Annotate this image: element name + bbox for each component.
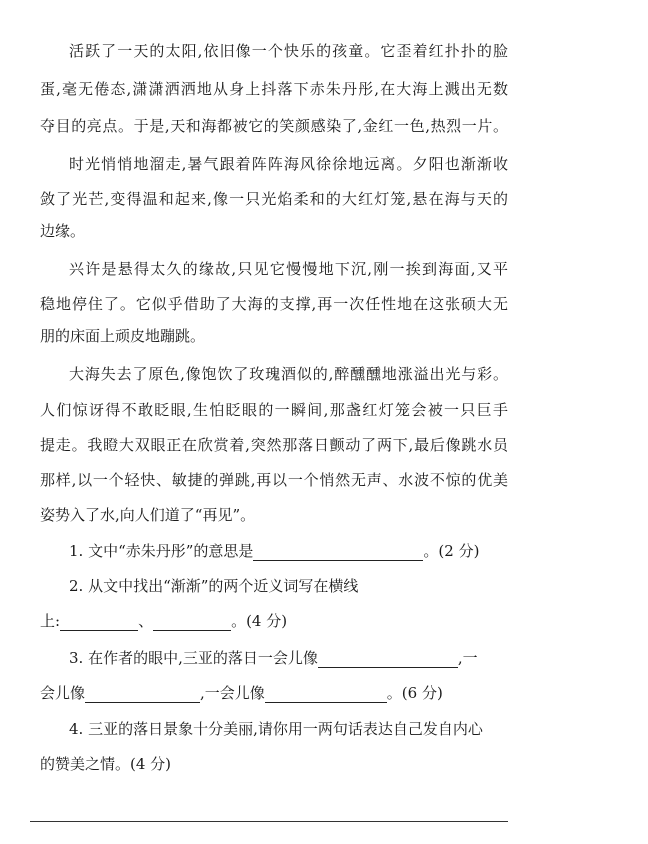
paragraph-1-line-2: 蛋,毫无倦态,潇潇洒洒地从身上抖落下赤朱丹彤,在大海上溅出无数 (40, 80, 508, 98)
paragraph-2-line-1: 时光悄悄地溜走,暑气跟着阵阵海风徐徐地远离。夕阳也渐渐收 (69, 155, 508, 173)
answer-blank-1[interactable] (253, 544, 423, 561)
answer-blank-3c[interactable] (265, 686, 387, 703)
paragraph-4-line-5: 姿势入了水,向人们道了“再见”。 (40, 506, 256, 524)
question-1-text: 1. 文中“赤朱丹彤”的意思是 (69, 542, 254, 560)
question-2-prefix: 上: (40, 612, 61, 630)
question-2-separator: 、 (138, 612, 154, 630)
question-3-continue: ,一 (457, 649, 478, 667)
question-3-text: 3. 在作者的眼中,三亚的落日一会儿像 (69, 649, 318, 667)
question-3-mid: 会儿像 (40, 684, 86, 702)
answer-blank-3a[interactable] (318, 651, 458, 668)
paragraph-3-line-3: 朋的床面上顽皮地蹦跳。 (40, 327, 206, 345)
paragraph-1-line-3: 夺目的亮点。于是,天和海都被它的笑颜感染了,金红一色,热烈一片。 (40, 117, 508, 135)
question-4-line-1: 4. 三亚的落日景象十分美丽,请你用一两句话表达自己发自内心 (69, 720, 483, 738)
answer-writing-line[interactable] (30, 821, 508, 822)
question-3-score: 。(6 分) (386, 684, 443, 702)
question-3-separator: ,一会儿像 (200, 684, 265, 702)
answer-blank-2b[interactable] (153, 614, 231, 631)
paragraph-3-line-2: 稳地停住了。它似乎借助了大海的支撑,再一次任性地在这张硕大无 (40, 295, 508, 313)
answer-blank-3b[interactable] (85, 686, 200, 703)
answer-blank-2a[interactable] (60, 614, 138, 631)
paragraph-2-line-2: 敛了光芒,变得温和起来,像一只光焰柔和的大红灯笼,悬在海与天的 (40, 190, 508, 208)
question-2-line-1: 2. 从文中找出“渐渐”的两个近义词写在横线 (69, 577, 359, 595)
paragraph-4-line-4: 那样,以一个轻快、敏捷的弹跳,再以一个悄然无声、水波不惊的优美 (40, 471, 508, 489)
paragraph-2-line-3: 边缘。 (40, 222, 86, 240)
paragraph-4-line-1: 大海失去了原色,像饱饮了玫瑰酒似的,醉醺醺地涨溢出光与彩。 (69, 365, 508, 383)
question-1 (69, 541, 648, 561)
paragraph-4-line-2: 人们惊讶得不敢眨眼,生怕眨眼的一瞬间,那盏红灯笼会被一只巨手 (40, 401, 508, 419)
question-4-line-2: 的赞美之情。(4 分) (40, 755, 172, 773)
paragraph-1-line-1: 活跃了一天的太阳,依旧像一个快乐的孩童。它歪着红扑扑的脸 (69, 42, 508, 60)
question-2-score: 。(4 分) (231, 612, 288, 630)
question-2-line-2 (40, 611, 648, 631)
question-1-score: 。(2 分) (423, 542, 480, 560)
question-3-line-1 (69, 648, 648, 668)
paragraph-3-line-1: 兴许是悬得太久的缘故,只见它慢慢地下沉,刚一挨到海面,又平 (69, 260, 508, 278)
question-3-line-2 (40, 683, 648, 703)
paragraph-4-line-3: 提走。我瞪大双眼正在欣赏着,突然那落日颤动了两下,最后像跳水员 (40, 436, 508, 454)
